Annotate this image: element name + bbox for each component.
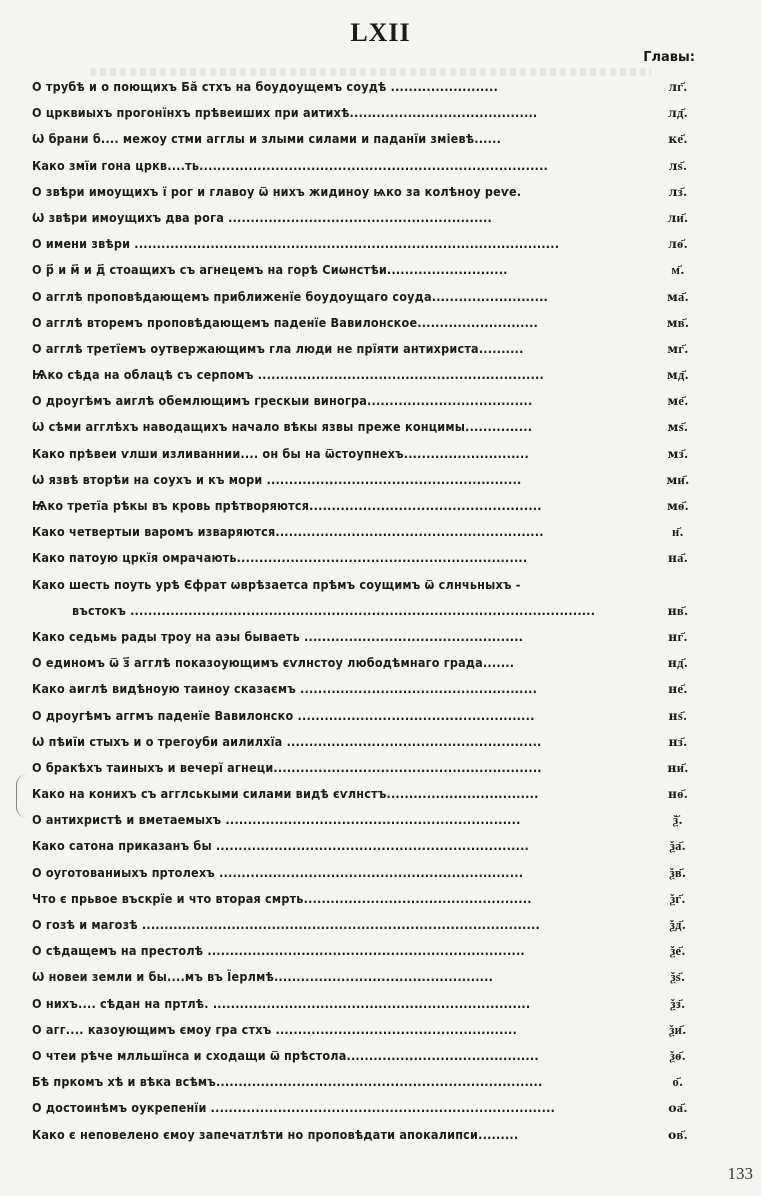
toc-entry-number: ѯа҃. (656, 833, 700, 859)
toc-entry-text: Како шесть поуть урѣ Єфрат ѡврѣзаетса прѣмъ соущимъ ѿ слнчьныхъ - (32, 576, 521, 592)
toc-entry-number: оа҃. (656, 1095, 700, 1121)
toc-entry-number: м҃. (656, 257, 700, 283)
toc-entry (32, 938, 700, 964)
toc-entry (32, 336, 700, 362)
toc-entry-text: Како четвертыи варомъ изваряются............................................................ (32, 524, 544, 540)
toc-entry (32, 729, 700, 755)
toc-entry-text: Ѡ пѣиїи стыхъ и о трегоуби аилилхїа ......................................................... (32, 733, 542, 749)
toc-entry (32, 598, 700, 624)
toc-entry (32, 624, 700, 650)
toc-entry-number: лз҃. (656, 179, 700, 205)
toc-entry (32, 179, 700, 205)
toc-entry-number: ѯг҃. (656, 886, 700, 912)
toc-entry-text: О имени звѣри ............................................................................................... (32, 236, 560, 252)
toc-entry (32, 153, 700, 179)
toc-entry-text: О чтеи рѣче млльшїнса и сходащи ѿ прѣстола........................................... (32, 1047, 539, 1063)
toc-entry-text: Ѡ язвѣ вторѣи на соухъ и къ мори ......................................................... (32, 471, 522, 487)
toc-entry (32, 1069, 700, 1095)
toc-entry (32, 572, 700, 598)
toc-entry-number: нз҃. (656, 729, 700, 755)
toc-entry-number: ѯв҃. (656, 860, 700, 886)
toc-entry-number: ѯи҃. (656, 1017, 700, 1043)
toc-entry (32, 414, 700, 440)
toc-entry-text: Ѡ сѣми агглѣхъ наводащихъ начало вѣкы язвы преже концимы............... (32, 419, 533, 435)
toc-entry-text: О сѣдащемъ на престолѣ ....................................................................... (32, 943, 525, 959)
page-number: 133 (727, 1164, 753, 1183)
toc-entry (32, 519, 700, 545)
toc-entry-text: О дроугѣмъ аиглѣ обемлющимъ грескыи виногра..................................... (32, 393, 533, 409)
toc-entry (32, 493, 700, 519)
toc-entry-text: О звѣри имоущихъ ї рог и главоу ѿ ниxъ жидиноу ѩко за колѣноу реѵе. (32, 183, 522, 199)
toc-entry-text: О црквиыхъ прогонїнхъ прѣвеиших при аитихѣ.......................................... (32, 105, 538, 121)
toc-entry-text: О единомъ ѿ з҃ агглѣ показоующимъ єѵлнстоу любодѣмнаго града....... (32, 655, 515, 671)
toc-entry-number: мѳ҃. (656, 493, 700, 519)
toc-entry-text: Ѡ звѣри имоущихъ два рога ........................................................... (32, 209, 492, 225)
toc-entry-text: Что є прьвое въскрїе и что вторая смрть................................................... (32, 890, 532, 906)
toc-entry-text: О нихъ.... сѣдан на пртлѣ. ....................................................................... (32, 995, 531, 1011)
toc-entry-number: ов҃. (656, 1122, 700, 1148)
toc-entry (32, 257, 700, 283)
toc-entry-text: Како аиглѣ видѣноую таиноу сказаємъ ..................................................... (32, 681, 538, 697)
table-of-contents (32, 74, 700, 1148)
toc-entry-text: О р҃ и м҃ и д҃ стоащихъ съ агнецемъ на горѣ Сиѡнстѣи........................... (32, 262, 508, 278)
toc-entry-number: мд҃. (656, 362, 700, 388)
toc-entry (32, 1017, 700, 1043)
toc-entry-number: лд҃. (656, 100, 700, 126)
toc-entry-text: О агг.... казоующимъ ємоу гра стхъ ...................................................... (32, 1021, 517, 1037)
toc-entry (32, 231, 700, 257)
toc-entry (32, 1122, 700, 1148)
toc-entry (32, 284, 700, 310)
toc-entry (32, 964, 700, 990)
toc-entry (32, 781, 700, 807)
toc-entry-number: ѯз҃. (656, 991, 700, 1017)
toc-entry (32, 807, 700, 833)
toc-entry (32, 703, 700, 729)
toc-entry-text: О оуготованиыхъ пртолехъ .................................................................... (32, 864, 524, 880)
toc-entry (32, 74, 700, 100)
toc-entry-number: мз҃. (656, 441, 700, 467)
toc-entry-number: мѕ҃. (656, 414, 700, 440)
toc-entry-number: ѯ҃. (656, 807, 700, 833)
page-title: LXII (350, 18, 411, 47)
toc-entry-number: нѕ҃. (656, 703, 700, 729)
toc-entry (32, 467, 700, 493)
toc-entry-text: О агглѣ третїемъ оутвержающимъ гла люди не прїяти антихриста.......... (32, 340, 524, 356)
toc-entry-number: ми҃. (656, 467, 700, 493)
toc-entry-text: въстокъ ........................................................................................................ (72, 602, 596, 618)
chapters-header: Главы: (643, 50, 695, 65)
toc-entry-number: мв҃. (656, 310, 700, 336)
toc-entry-number: нѳ҃. (656, 781, 700, 807)
toc-entry (32, 126, 700, 152)
toc-entry (32, 362, 700, 388)
toc-entry-text: О антихристѣ и вметаемыхъ .................................................................. (32, 812, 521, 828)
toc-entry-number: ме҃. (656, 388, 700, 414)
toc-entry (32, 1043, 700, 1069)
toc-entry (32, 912, 700, 938)
toc-entry-number: нв҃. (656, 598, 700, 624)
toc-entry-text: Како прѣвеи ѵлши изливаннии.... он бы на ѿстоупнехъ............................ (32, 445, 529, 461)
toc-entry (32, 205, 700, 231)
toc-entry (32, 886, 700, 912)
toc-entry-number: лг҃. (656, 74, 700, 100)
toc-entry-text: Како седьмь рады троу на аэы бываеть ................................................. (32, 628, 524, 644)
toc-entry-text: Како є неповелено ємоу запечатлѣти но проповѣдати апокалипси......... (32, 1126, 519, 1142)
toc-entry-number: ѯѳ҃. (656, 1043, 700, 1069)
toc-entry-text: Како патоую цркїя омрачають................................................................. (32, 550, 528, 566)
margin-bracket-mark (16, 774, 27, 818)
toc-entry (32, 650, 700, 676)
toc-entry-number: ѯд҃. (656, 912, 700, 938)
toc-entry-text: Ѡ новеи земли и бы....мъ въ Їерлмѣ................................................. (32, 969, 494, 985)
toc-entry-text: Ѩко сѣда на облацѣ съ серпомъ ................................................................ (32, 367, 544, 383)
toc-entry-text: О гозѣ и магозѣ ......................................................................................... (32, 917, 540, 932)
toc-entry-number: мг҃. (656, 336, 700, 362)
toc-entry-number: ни҃. (656, 755, 700, 781)
toc-entry (32, 441, 700, 467)
toc-entry-number: ли҃. (656, 205, 700, 231)
toc-entry-text: О агглѣ вторемъ проповѣдающемъ паденїе Вавилонское........................... (32, 314, 539, 330)
toc-entry-number: не҃. (656, 676, 700, 702)
toc-entry-text: Како на конихъ съ агглськыми силами видѣ єѵлнстъ.................................. (32, 786, 539, 802)
toc-entry-number: о҃. (656, 1069, 700, 1095)
toc-entry (32, 991, 700, 1017)
toc-entry-text: Како змїи гона цркв....ть.............................................................................. (32, 157, 549, 173)
toc-entry (32, 860, 700, 886)
toc-entry-number: ма҃. (656, 284, 700, 310)
toc-entry (32, 100, 700, 126)
toc-entry (32, 310, 700, 336)
toc-entry-number: лѕ҃. (656, 153, 700, 179)
toc-entry-text: О бракѣхъ таиныхъ и вечерї агнеци............................................................ (32, 759, 542, 775)
toc-entry (32, 676, 700, 702)
toc-entry-text: Како сатона приказанъ бы ...................................................................... (32, 838, 530, 854)
toc-entry-text: Ѩко третїа рѣкы въ кровь прѣтворяются.................................................... (32, 498, 542, 513)
toc-entry-number: нг҃. (656, 624, 700, 650)
toc-entry (32, 545, 700, 571)
toc-entry-text: Ѡ брани б.... межоу стми агглы и злыми силами и паданїи зміевѣ...... (32, 131, 502, 147)
toc-entry (32, 1095, 700, 1121)
toc-entry-text: О агглѣ проповѣдающемъ приближенїе боудоущаго соуда.......................... (32, 288, 549, 304)
toc-entry-number: ѯѕ҃. (656, 964, 700, 990)
toc-entry-number: лѳ҃. (656, 231, 700, 257)
toc-entry-text: О достоинѣмъ оукрепенїи ............................................................................. (32, 1100, 556, 1116)
toc-entry-text: О дроугѣмъ аггмъ паденїе Вавилонско ..................................................... (32, 707, 535, 723)
toc-entry-number: нд҃. (656, 650, 700, 676)
toc-entry (32, 833, 700, 859)
toc-entry-number: на҃. (656, 545, 700, 571)
toc-entry-text: Бѣ пркомъ хѣ и вѣка всѣмъ......................................................................... (32, 1074, 543, 1090)
toc-entry (32, 388, 700, 414)
toc-entry-text: О трубѣ и о поющихъ Бӑ стхъ на боудоущемъ соудѣ ........................ (32, 79, 498, 94)
toc-entry-number: ке҃. (656, 126, 700, 152)
toc-entry-number: н҃. (656, 519, 700, 545)
toc-entry (32, 755, 700, 781)
toc-entry-number: ѯе҃. (656, 938, 700, 964)
